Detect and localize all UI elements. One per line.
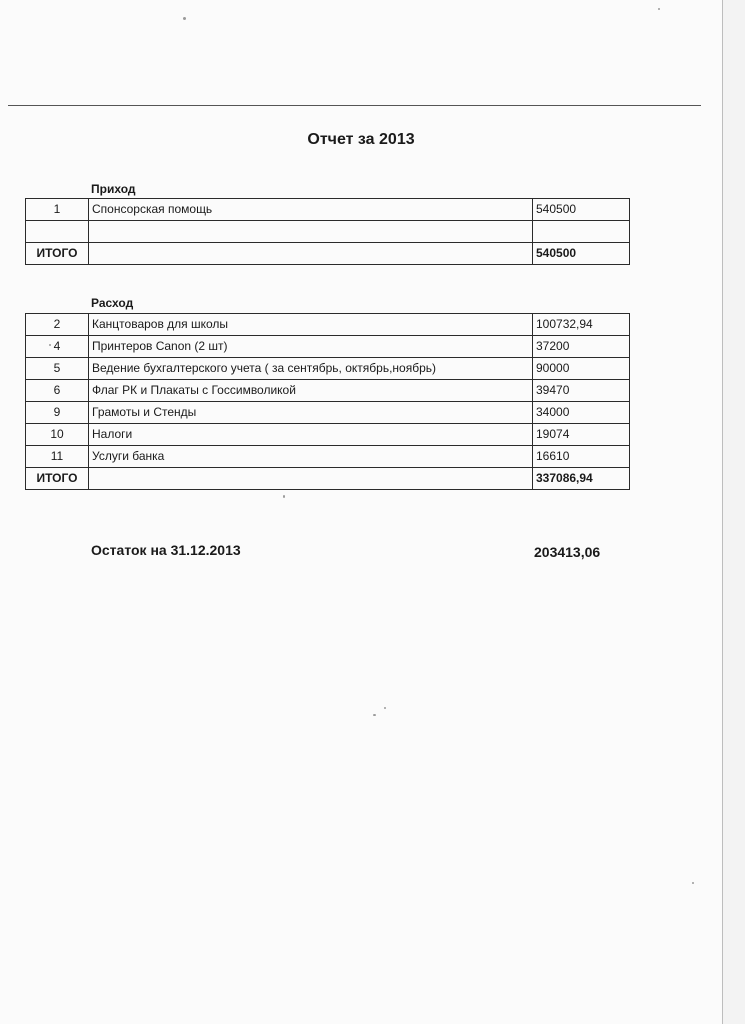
- expense-table: [25, 313, 630, 490]
- table-row: [26, 402, 630, 424]
- expense-section-label: Расход: [91, 296, 134, 310]
- row-number: 4: [26, 336, 89, 358]
- row-amount: 34000: [533, 402, 630, 424]
- row-amount: 100732,94: [533, 314, 630, 336]
- table-row: [26, 380, 630, 402]
- header-divider: [8, 105, 701, 106]
- row-number: 11: [26, 446, 89, 468]
- scan-speck: [658, 8, 660, 10]
- row-amount: [533, 221, 630, 243]
- table-row: [26, 446, 630, 468]
- total-label: ИТОГО: [26, 243, 89, 265]
- row-description: Спонсорская помощь: [89, 199, 533, 221]
- row-number: 6: [26, 380, 89, 402]
- row-description: Услуги банка: [89, 446, 533, 468]
- row-description: Канцтоваров для школы: [89, 314, 533, 336]
- report-title: Отчет за 2013: [307, 131, 415, 148]
- row-number: 1: [26, 199, 89, 221]
- row-description: [89, 221, 533, 243]
- row-description: Налоги: [89, 424, 533, 446]
- row-number: [26, 221, 89, 243]
- page-edge: [722, 0, 723, 1024]
- balance-value: 203413,06: [534, 544, 601, 560]
- row-number: 2: [26, 314, 89, 336]
- scan-speck: [283, 495, 285, 498]
- income-table: [25, 198, 630, 265]
- row-number: 9: [26, 402, 89, 424]
- scan-speck: [183, 17, 186, 20]
- total-row: [26, 243, 630, 265]
- income-section-label: Приход: [91, 182, 136, 196]
- scan-speck: [692, 882, 694, 884]
- row-amount: 16610: [533, 446, 630, 468]
- row-amount: 39470: [533, 380, 630, 402]
- balance-label: Остаток на 31.12.2013: [91, 542, 241, 558]
- row-amount: 90000: [533, 358, 630, 380]
- row-description: Флаг РК и Плакаты с Госсимволикой: [89, 380, 533, 402]
- total-amount: 337086,94: [533, 468, 630, 490]
- total-label: ИТОГО: [26, 468, 89, 490]
- row-amount: 540500: [533, 199, 630, 221]
- scan-speck: [49, 344, 51, 346]
- row-description: Ведение бухгалтерского учета ( за сентябрь, октябрь,ноябрь): [89, 358, 533, 380]
- table-row: [26, 199, 630, 221]
- row-amount: 37200: [533, 336, 630, 358]
- row-description: Принтеров Canon (2 шт): [89, 336, 533, 358]
- row-description: Грамоты и Стенды: [89, 402, 533, 424]
- table-row: [26, 221, 630, 243]
- table-row: [26, 424, 630, 446]
- total-spacer: [89, 243, 533, 265]
- table-row: [26, 358, 630, 380]
- row-number: 10: [26, 424, 89, 446]
- scan-speck: [373, 714, 376, 716]
- total-row: [26, 468, 630, 490]
- total-spacer: [89, 468, 533, 490]
- row-number: 5: [26, 358, 89, 380]
- scan-speck: [384, 707, 386, 709]
- table-row: [26, 314, 630, 336]
- table-row: [26, 336, 630, 358]
- total-amount: 540500: [533, 243, 630, 265]
- row-amount: 19074: [533, 424, 630, 446]
